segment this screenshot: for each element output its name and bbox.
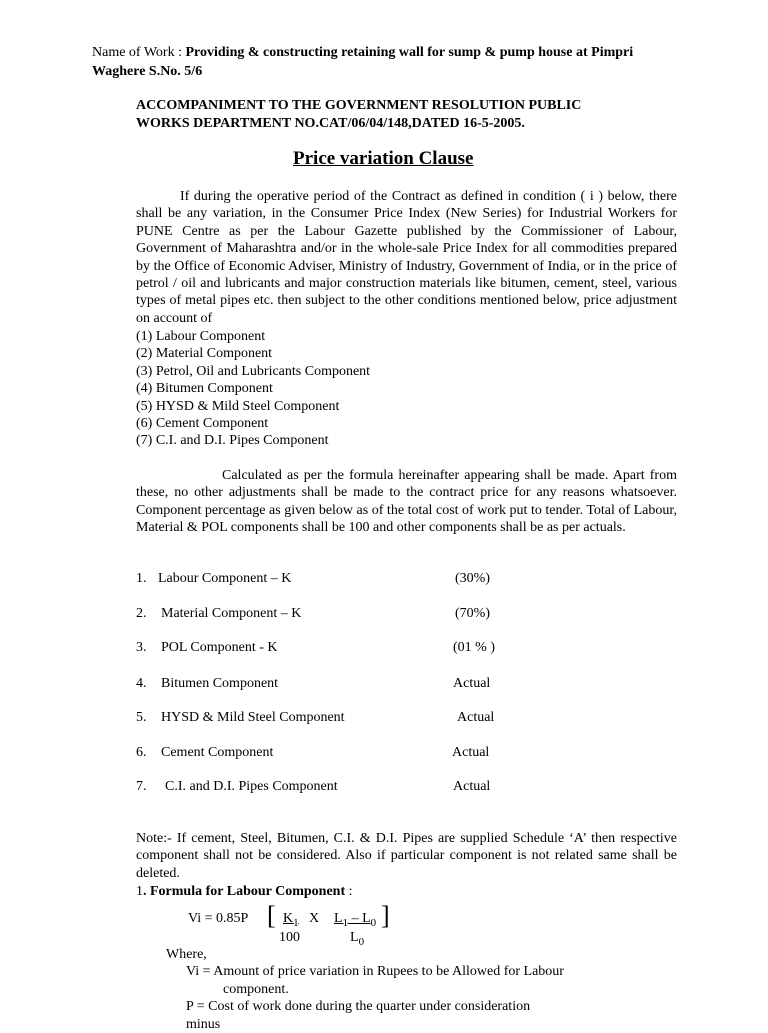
name-of-work-value: Providing & constructing retaining wall for sump & pump house at Pimpri	[185, 45, 634, 60]
formula-heading	[136, 883, 353, 900]
list-item: (1) Labour Component	[136, 329, 266, 344]
pct-value: (01 % )	[453, 640, 495, 655]
pct-num: 2.	[136, 606, 147, 621]
page-title: Price variation Clause	[293, 148, 474, 169]
list-item: (2) Material Component	[136, 346, 273, 362]
pct-name: Bitumen Component	[161, 676, 279, 691]
formula-sub0: 0	[370, 916, 377, 929]
pct-value: Actual	[452, 745, 490, 760]
name-of-work-line1	[92, 44, 633, 61]
name-of-work-label: Name of Work :	[92, 45, 186, 60]
formula-heading-num: 1	[136, 884, 143, 899]
pct-num: 5.	[136, 710, 147, 725]
pct-value: Actual	[453, 779, 491, 794]
formula-den-l: L	[350, 930, 359, 945]
calculated-paragraph: Calculated as per the formula hereinafter appearing shall be made. Apart from these, no other adjustments shall be made to the contract price for any reasons whatsoever. Component percentage as given below as of the total cost of work put to tender. Total of Labour, Material & POL components shall be 100 and other components shall be as per actuals.	[136, 468, 677, 536]
list-item: (4) Bitumen Component	[136, 381, 273, 397]
pct-num: 4.	[136, 676, 147, 691]
formula-bracket-right: ]	[381, 901, 390, 930]
pct-value: (30%)	[455, 571, 490, 586]
pct-num: 3.	[136, 640, 147, 655]
list-item: (3) Petrol, Oil and Lubricants Component	[136, 363, 371, 379]
pct-num: 7.	[136, 779, 147, 794]
name-of-work-line2	[92, 63, 202, 80]
list-item: (5) HYSD & Mild Steel Component	[136, 398, 340, 414]
formula-denominator-l0	[350, 929, 364, 951]
formula-l: L	[334, 911, 343, 926]
vi-definition-line2: component.	[223, 982, 289, 997]
list-item: (6) Cement Component	[136, 416, 269, 432]
intro-paragraph: If during the operative period of the Contract as defined in condition ( i ) below, there shall be any variation, in the Consumer Price Index (New Series) for Industrial Workers for PUNE Centre as per the Labour Gazette published by the Commissioner of Labour, Government of Maharashtra and/or in the whole-sale Price Index for all commodities prepared by the Office of Economic Adviser, Ministry of Industry, Government of India, or in the price of petrol / oil and lubricants and major construction materials like bitumen, cement, steel, various types of metal pipes etc. then subject to the other conditions mentioned below, price adjustment on account of	[136, 189, 677, 326]
where-label: Where,	[166, 947, 207, 962]
accompaniment-line1: ACCOMPANIMENT TO THE GOVERNMENT RESOLUTION PUBLIC	[136, 98, 582, 113]
formula-lhs: Vi = 0.85P	[188, 911, 249, 926]
formula-denominator-100: 100	[279, 930, 300, 945]
formula-k: K	[283, 911, 294, 926]
pct-name: Cement Component	[161, 745, 274, 760]
minus-word: minus	[186, 1017, 221, 1032]
pct-name: C.I. and D.I. Pipes Component	[165, 779, 338, 794]
accompaniment-line2: WORKS DEPARTMENT NO.CAT/06/04/148,DATED 16-5-2005.	[136, 116, 525, 131]
formula-times: X	[309, 911, 320, 926]
pct-num: 6.	[136, 745, 147, 760]
name-of-work-value-cont: Waghere S.No. 5/6	[92, 64, 203, 79]
pct-name: Labour Component – K	[158, 571, 292, 586]
pct-value: (70%)	[455, 606, 490, 621]
formula-heading-text: . Formula for Labour Component	[143, 884, 346, 899]
note-paragraph: Note:- If cement, Steel, Bitumen, C.I. & D.I. Pipes are supplied Schedule ‘A’ then respective component shall not be considered. Also if particular component is not related same shall be deleted.	[136, 831, 677, 881]
formula-bracket-left: [	[267, 901, 276, 930]
p-definition: P = Cost of work done during the quarter under consideration	[186, 999, 531, 1014]
pct-name: Material Component – K	[161, 606, 302, 621]
pct-name: HYSD & Mild Steel Component	[161, 710, 345, 725]
list-item: (7) C.I. and D.I. Pipes Component	[136, 433, 329, 449]
vi-definition-line1: Vi = Amount of price variation in Rupees to be Allowed for Labour	[186, 964, 564, 979]
formula-minus-l: – L	[348, 911, 371, 926]
formula-k-sub: 1	[293, 916, 299, 929]
formula-heading-colon: :	[345, 884, 353, 899]
formula-sub1: 1	[342, 916, 349, 929]
component-list	[136, 328, 677, 450]
pct-num: 1.	[136, 571, 147, 586]
pct-value: Actual	[453, 676, 491, 691]
formula-den-sub0: 0	[358, 935, 365, 948]
pct-name: POL Component - K	[161, 640, 278, 655]
pct-value: Actual	[457, 710, 495, 725]
